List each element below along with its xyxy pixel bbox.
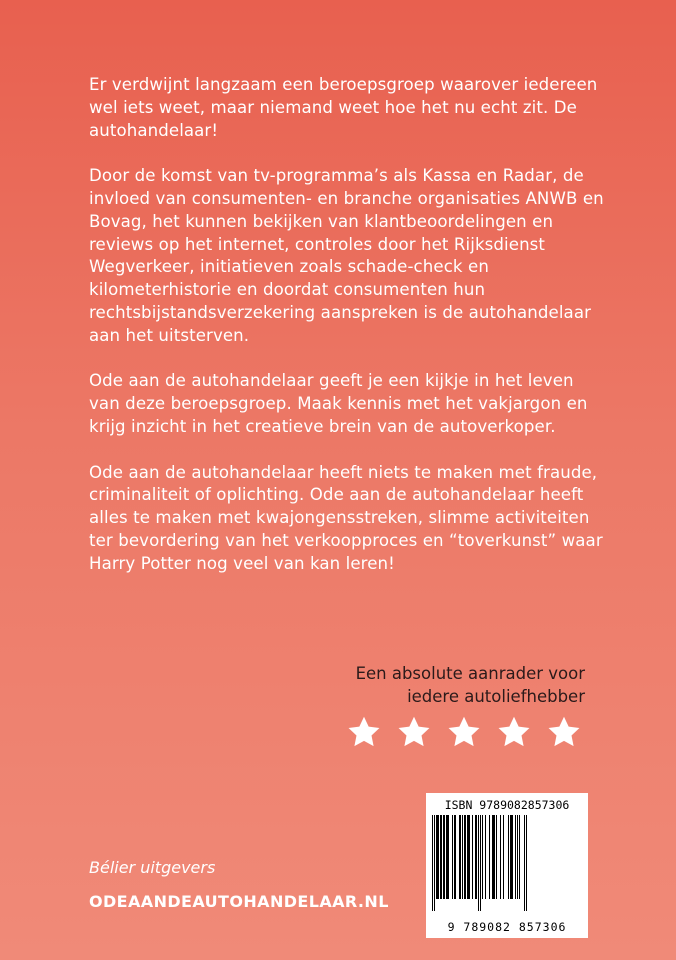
review-line-2: iedere autoliefhebber — [407, 686, 585, 706]
star-icon — [546, 714, 582, 750]
rating-stars — [346, 714, 582, 750]
star-icon — [346, 714, 382, 750]
star-icon — [496, 714, 532, 750]
back-cover-blurb — [89, 74, 609, 598]
website-url: ODEAANDEAUTOHANDELAAR.NL — [89, 892, 389, 911]
blurb-paragraph-1: Er verdwijnt langzaam een beroepsgroep waarover iedereen wel iets weet, maar niemand weet hoe het nu echt zit. De autohandelaar! — [89, 75, 598, 140]
blurb-paragraph-4: Ode aan de autohandelaar heeft niets te maken met fraude, criminaliteit of oplichting. Ode aan de autohandelaar heeft alles te maken met kwajongensstreken, slimme activiteiten ter bevordering van het verkoopproces en “toverkunst” waar Harry Potter nog veel van kan leren! — [89, 462, 603, 573]
star-icon — [396, 714, 432, 750]
isbn-label: ISBN 9789082857306 — [444, 798, 570, 812]
barcode-digits: 9 789082 857306 — [447, 920, 567, 934]
isbn-barcode — [426, 793, 588, 938]
star-icon — [446, 714, 482, 750]
blurb-paragraph-2: Door de komst van tv-programma’s als Kassa en Radar, de invloed van consumenten- en branche organisaties ANWB en Bovag, het kunnen bekijken van klantbeoordelingen en reviews op het internet, controles door het Rijksdienst Wegverkeer, initiatieven zoals schade-check en kilometerhistorie en doordat consumenten hun rechtsbijstandsverzekering aanspreken is de autohandelaar aan het uitsterven. — [89, 166, 604, 345]
barcode-bars — [430, 815, 584, 911]
blurb-paragraph-3: Ode aan de autohandelaar geeft je een kijkje in het leven van deze beroepsgroep. Maak kennis met het vakjargon en krijg inzicht in het creatieve brein van de autoverkoper. — [89, 371, 588, 436]
review-line-1: Een absolute aanrader voor — [355, 664, 585, 683]
publisher-name: Bélier uitgevers — [89, 858, 216, 877]
review-quote — [356, 663, 585, 708]
